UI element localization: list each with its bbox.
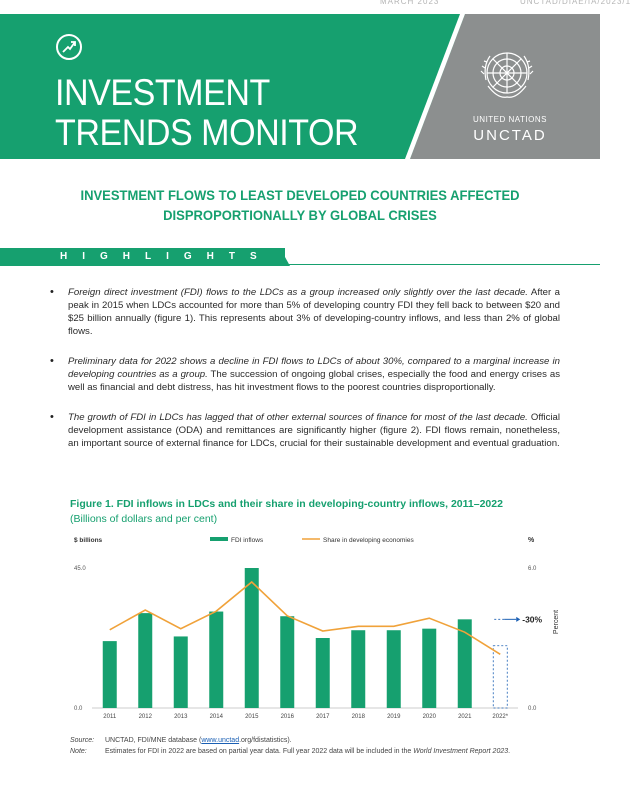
document-code: UNCTAD/DIAE/IA/2023/1 <box>520 0 631 6</box>
highlight-1-body: After a peak in 2015 when LDCs accounted for more than 5% of developing country FDI they fell back to between $20 and $25 billion annually (figure 1). This represents about 3% of developing-country inflows, and less than 2% of global flows. <box>68 287 560 337</box>
y-tick-right-bottom: 0.0 <box>528 706 537 712</box>
note-line <box>70 746 570 757</box>
x-tick-2018: 2018 <box>351 714 365 720</box>
bar-2016 <box>280 616 294 708</box>
highlights-rule <box>285 264 600 265</box>
source-link[interactable]: www.unctad <box>201 737 240 744</box>
y-axis-right-label: % <box>528 537 535 544</box>
x-tick-2021: 2021 <box>458 714 472 720</box>
note-label: Note: <box>70 748 87 755</box>
banner-title-line2: TRENDS MONITOR <box>55 112 359 153</box>
figure-notes <box>70 735 570 757</box>
note-report-title: World Investment Report 2023 <box>413 748 509 755</box>
document-title <box>40 185 561 225</box>
header-banner <box>0 14 600 159</box>
bar-2011 <box>103 641 117 708</box>
fdi-chart <box>70 530 570 730</box>
figure-title-bold: Figure 1. FDI inflows in LDCs and their share in developing-country inflows, 2011–2022 <box>70 498 503 510</box>
y-axis-right-side-label: Percent <box>553 609 560 635</box>
x-tick-2016: 2016 <box>280 714 294 720</box>
issue-date: MARCH 2023 <box>380 0 440 6</box>
x-tick-2019: 2019 <box>387 714 401 720</box>
x-tick-2020: 2020 <box>422 714 436 720</box>
bar-2020 <box>422 629 436 708</box>
un-name: UNITED NATIONS <box>473 115 547 124</box>
note-tail: . <box>508 748 511 755</box>
x-tick-2012: 2012 <box>138 714 152 720</box>
highlight-item-1 <box>68 286 560 338</box>
x-tick-2014: 2014 <box>209 714 223 720</box>
bar-2022-estimate <box>493 646 507 708</box>
un-emblem-icon <box>478 44 536 106</box>
source-line <box>70 735 570 746</box>
legend-bar-swatch <box>210 537 228 541</box>
x-tick-2015: 2015 <box>245 714 259 720</box>
document-title-line1: INVESTMENT FLOWS TO LEAST DEVELOPED COUNTRIES AFFECTED <box>80 187 520 203</box>
highlight-item-3 <box>68 411 560 450</box>
legend-bar-label: FDI inflows <box>231 537 264 544</box>
top-strip <box>0 0 631 14</box>
x-tick-2013: 2013 <box>174 714 188 720</box>
bar-2012 <box>138 613 152 708</box>
y-tick-left-top: 45.0 <box>74 566 86 572</box>
figure-title <box>70 497 540 527</box>
bar-2013 <box>174 636 188 708</box>
banner-title-line1: INVESTMENT <box>55 72 270 113</box>
bar-2014 <box>209 612 223 708</box>
unctad-name: UNCTAD <box>473 127 547 144</box>
document-title-line2: DISPROPORTIONALLY BY GLOBAL CRISES <box>163 207 437 223</box>
highlight-2-lead: Preliminary data for 2022 shows a decline in FDI flows to LDCs of about 30%, compared to a marginal increase in developing countries as a group. <box>68 356 560 380</box>
annotation-arrow-head <box>516 617 520 622</box>
highlight-3-body: Official development assistance (ODA) and remittances are significantly higher (figure 2). FDI flows remain, nonetheless, an important source of external finance for LDCs, crucial for their sustainable development and eventual graduation. <box>68 412 561 449</box>
source-tail: .org/fdistatistics). <box>239 737 292 744</box>
trend-arrow-icon <box>56 34 82 60</box>
highlight-3-lead: The growth of FDI in LDCs has lagged that of other external sources of finance for most of the last decade. <box>68 412 528 423</box>
y-axis-left-label: $ billions <box>74 537 103 544</box>
x-tick-2022*: 2022* <box>492 714 509 720</box>
y-tick-left-bottom: 0.0 <box>74 706 83 712</box>
y-tick-right-top: 6.0 <box>528 566 537 572</box>
highlight-2-body: The succession of ongoing global crises, especially the food and energy crises as well as financial and debt distress, has hit investment flows to the poorest countries disproportionally. <box>68 369 560 393</box>
source-text: UNCTAD, FDI/MNE database ( <box>105 737 202 744</box>
highlight-1-lead: Foreign direct investment (FDI) flows to the LDCs as a group increased only slightly over the last decade. <box>68 287 528 298</box>
highlights-label: HIGHLIGHTS <box>60 251 272 262</box>
highlight-item-2 <box>68 355 560 394</box>
highlights-list <box>68 286 560 467</box>
x-tick-2011: 2011 <box>103 714 117 720</box>
bar-2017 <box>316 638 330 708</box>
share-line <box>110 582 501 654</box>
x-tick-2017: 2017 <box>316 714 330 720</box>
bar-2018 <box>351 630 365 708</box>
bar-2015 <box>245 568 259 708</box>
source-label: Source: <box>70 737 95 744</box>
annotation-label: -30% <box>522 614 543 625</box>
bar-2019 <box>387 630 401 708</box>
legend-line-label: Share in developing economies <box>323 537 414 544</box>
figure-title-units: (Billions of dollars and per cent) <box>70 513 218 525</box>
note-text: Estimates for FDI in 2022 are based on partial year data. Full year 2022 data will be included in the <box>105 748 414 755</box>
